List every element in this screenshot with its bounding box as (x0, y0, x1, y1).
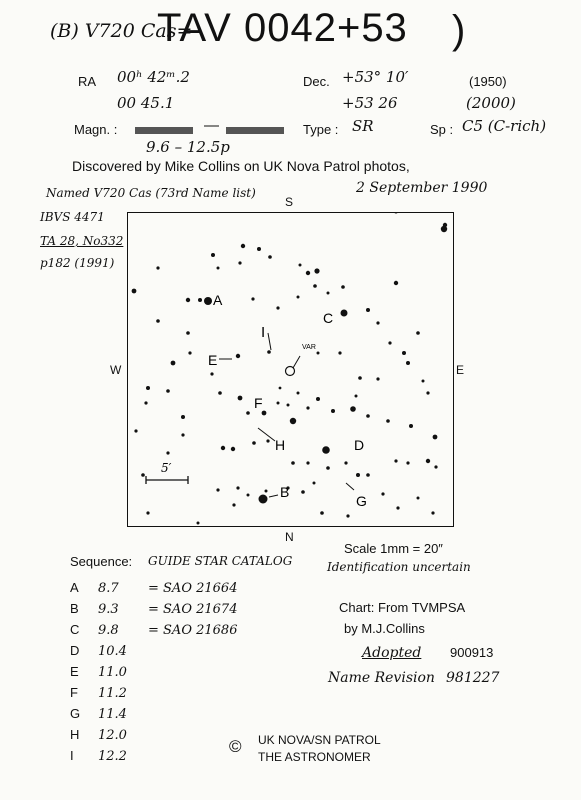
field-star (181, 415, 185, 419)
sequence-row (70, 580, 237, 596)
field-star (316, 397, 320, 401)
field-star (238, 396, 243, 401)
epoch-2000: (2000) (466, 94, 516, 112)
star-label-f: F (254, 395, 263, 411)
field-star (241, 244, 245, 248)
direction-south: S (285, 195, 294, 209)
field-star (320, 511, 324, 515)
margin-note-named: Named V720 Cas (73rd Name list) (46, 186, 256, 200)
sequence-star-letter: B (70, 601, 79, 616)
field-star (186, 298, 190, 302)
star-field (128, 213, 453, 526)
field-star (252, 441, 256, 445)
field-star (210, 372, 213, 375)
field-star (426, 391, 429, 394)
sequence-star-mag: 11.0 (98, 665, 127, 680)
field-star (396, 506, 399, 509)
field-star (406, 461, 409, 464)
star-label-b: B (280, 484, 290, 500)
field-star (322, 446, 330, 454)
star-label-a: A (213, 292, 223, 308)
sequence-star-letter: C (70, 622, 80, 637)
field-star (394, 213, 399, 214)
discovery-date: 2 September 1990 (356, 180, 488, 196)
star-label-e: E (208, 352, 218, 368)
field-star (287, 404, 290, 407)
magn-redaction-2 (226, 122, 284, 140)
field-star (265, 490, 268, 493)
sequence-star-letter: A (70, 580, 79, 595)
margin-note-ibvs: IBVS 4471 (40, 210, 105, 224)
revision-date: 981227 (446, 670, 500, 686)
sequence-star-mag: 12.0 (98, 728, 127, 743)
field-star (313, 482, 316, 485)
var-label: VAR (302, 344, 316, 351)
field-star (144, 401, 147, 404)
magn-separator: — (204, 117, 219, 134)
field-star (204, 297, 212, 305)
field-star (317, 352, 320, 355)
sequence-row (70, 706, 148, 722)
finder-chart (127, 212, 454, 527)
sequence-star-ref: = SAO 21674 (148, 602, 238, 617)
sequence-row (70, 664, 148, 680)
field-star (355, 395, 358, 398)
field-star (197, 522, 200, 525)
designation-prefix: (B) V720 Cas= (50, 20, 193, 42)
field-star (247, 494, 250, 497)
field-star (146, 386, 150, 390)
scale-bar-label: 5′ (161, 461, 172, 475)
field-star (290, 418, 296, 424)
field-star (188, 351, 191, 354)
field-star (181, 433, 184, 436)
ra-2000: 00 45.1 (117, 94, 175, 112)
margin-note-page: p182 (1991) (40, 256, 115, 270)
field-star (306, 461, 309, 464)
field-star (426, 459, 430, 463)
field-star (259, 495, 268, 504)
field-star (279, 387, 282, 390)
field-star (366, 308, 370, 312)
sp-value: C5 (C-rich) (462, 117, 547, 135)
sequence-star-mag: 12.2 (98, 749, 127, 764)
sequence-row (70, 622, 237, 638)
page-title: TAV 0042+53 (157, 6, 408, 50)
field-star (156, 319, 160, 323)
field-star (306, 271, 310, 275)
field-star (417, 497, 420, 500)
field-star (232, 503, 235, 506)
magn-range: 9.6 – 12.5p (146, 138, 230, 156)
field-star (416, 331, 420, 335)
star-label-h: H (275, 437, 286, 453)
sequence-star-letter: E (70, 664, 79, 679)
field-star (366, 473, 370, 477)
field-star (344, 461, 347, 464)
star-label-c: C (323, 310, 334, 326)
sequence-star-mag: 9.8 (98, 623, 119, 638)
type-label: Type : (303, 122, 339, 137)
sequence-star-letter: I (70, 748, 74, 763)
field-star (338, 351, 341, 354)
margin-note-ta: TA 28, No332 (40, 234, 124, 248)
field-star (134, 429, 137, 432)
copyright-symbol: © (229, 737, 242, 756)
field-star (141, 473, 145, 477)
ra-1950: 00ʰ 42ᵐ.2 (117, 68, 190, 86)
field-star (409, 424, 413, 428)
adopted-date: 900913 (450, 645, 494, 660)
field-star (267, 350, 271, 354)
sequence-star-mag: 11.4 (98, 707, 127, 722)
field-star (443, 223, 447, 227)
sequence-star-letter: F (70, 685, 78, 700)
field-star (297, 392, 300, 395)
sequence-row (70, 727, 148, 743)
field-star (156, 266, 159, 269)
field-star (299, 264, 302, 267)
sequence-star-letter: G (70, 706, 81, 721)
chart-source: Chart: From TVMPSA (339, 600, 466, 615)
field-star (327, 292, 330, 295)
field-star (431, 511, 434, 514)
org-name-2: THE ASTRONOMER (258, 750, 371, 764)
field-star (171, 361, 176, 366)
sequence-star-mag: 10.4 (98, 644, 127, 659)
field-star (251, 297, 254, 300)
sequence-star-ref: = SAO 21664 (148, 581, 238, 596)
field-star (376, 321, 379, 324)
field-star (366, 414, 370, 418)
identification-note: Identification uncertain (327, 560, 471, 574)
revision-label: Name Revision (328, 670, 435, 686)
field-star (394, 459, 397, 462)
field-star (132, 289, 137, 294)
variable-star-marker (286, 367, 295, 376)
type-value: SR (352, 117, 374, 135)
field-star (350, 406, 356, 412)
field-star (268, 255, 272, 259)
field-star (301, 490, 305, 494)
sequence-star-mag: 9.3 (98, 602, 119, 617)
sequence-row (70, 601, 237, 617)
field-star (217, 267, 220, 270)
discovery-note: Discovered by Mike Collins on UK Nova Patrol photos, (72, 158, 410, 174)
field-star (266, 439, 269, 442)
sequence-row (70, 748, 148, 764)
field-star (433, 435, 438, 440)
field-star (211, 253, 215, 257)
field-star (231, 447, 235, 451)
field-star (346, 514, 349, 517)
sequence-star-ref: = SAO 21686 (148, 623, 238, 638)
field-star (402, 351, 406, 355)
sequence-star-mag: 11.2 (98, 686, 127, 701)
field-star (246, 411, 250, 415)
field-star (434, 465, 437, 468)
chart-author: by M.J.Collins (344, 621, 425, 636)
field-star (186, 331, 190, 335)
epoch-1950: (1950) (469, 74, 507, 89)
star-label-i: I (261, 324, 266, 341)
field-star (236, 354, 240, 358)
org-name-1: UK NOVA/SN PATROL (258, 733, 381, 747)
field-star (356, 473, 360, 477)
field-star (277, 402, 280, 405)
field-star (238, 261, 241, 264)
dec-label: Dec. (303, 74, 330, 89)
field-star (326, 466, 330, 470)
sequence-star-mag: 8.7 (98, 581, 119, 596)
field-star (406, 361, 410, 365)
field-star (306, 406, 309, 409)
field-star (257, 247, 261, 251)
field-star (216, 488, 219, 491)
field-star (236, 486, 239, 489)
star-label-d: D (354, 437, 365, 453)
field-star (358, 376, 362, 380)
adopted-label: Adopted (362, 645, 422, 661)
field-star (146, 511, 149, 514)
field-star (376, 377, 379, 380)
field-star (166, 389, 170, 393)
direction-east: E (456, 363, 465, 377)
field-star (276, 306, 279, 309)
field-star (341, 285, 345, 289)
field-star (313, 284, 317, 288)
field-star (262, 411, 267, 416)
sp-label: Sp : (430, 122, 454, 137)
sequence-heading: Sequence: (70, 554, 133, 569)
direction-west: W (110, 363, 122, 377)
field-star (331, 409, 335, 413)
scale-note: Scale 1mm = 20″ (344, 541, 443, 556)
field-star (314, 268, 319, 273)
title-paren: ) (452, 8, 466, 52)
field-star (422, 380, 425, 383)
field-star (341, 310, 348, 317)
magn-label: Magn. : (74, 122, 118, 137)
sequence-row (70, 685, 148, 701)
sequence-source: GUIDE STAR CATALOG (148, 554, 293, 568)
field-star (388, 341, 391, 344)
field-star (386, 419, 390, 423)
field-star (291, 461, 295, 465)
field-star (297, 296, 300, 299)
star-label-g: G (356, 493, 367, 509)
field-star (394, 281, 398, 285)
field-star (218, 391, 222, 395)
field-star (381, 492, 384, 495)
sequence-star-letter: H (70, 727, 80, 742)
ra-label: RA (78, 74, 97, 89)
dec-1950: +53° 10′ (342, 68, 409, 86)
field-star (166, 451, 169, 454)
dec-2000: +53 26 (342, 94, 398, 112)
field-star (198, 298, 202, 302)
direction-north: N (285, 530, 294, 544)
field-star (221, 446, 225, 450)
sequence-star-letter: D (70, 643, 80, 658)
sequence-row (70, 643, 148, 659)
